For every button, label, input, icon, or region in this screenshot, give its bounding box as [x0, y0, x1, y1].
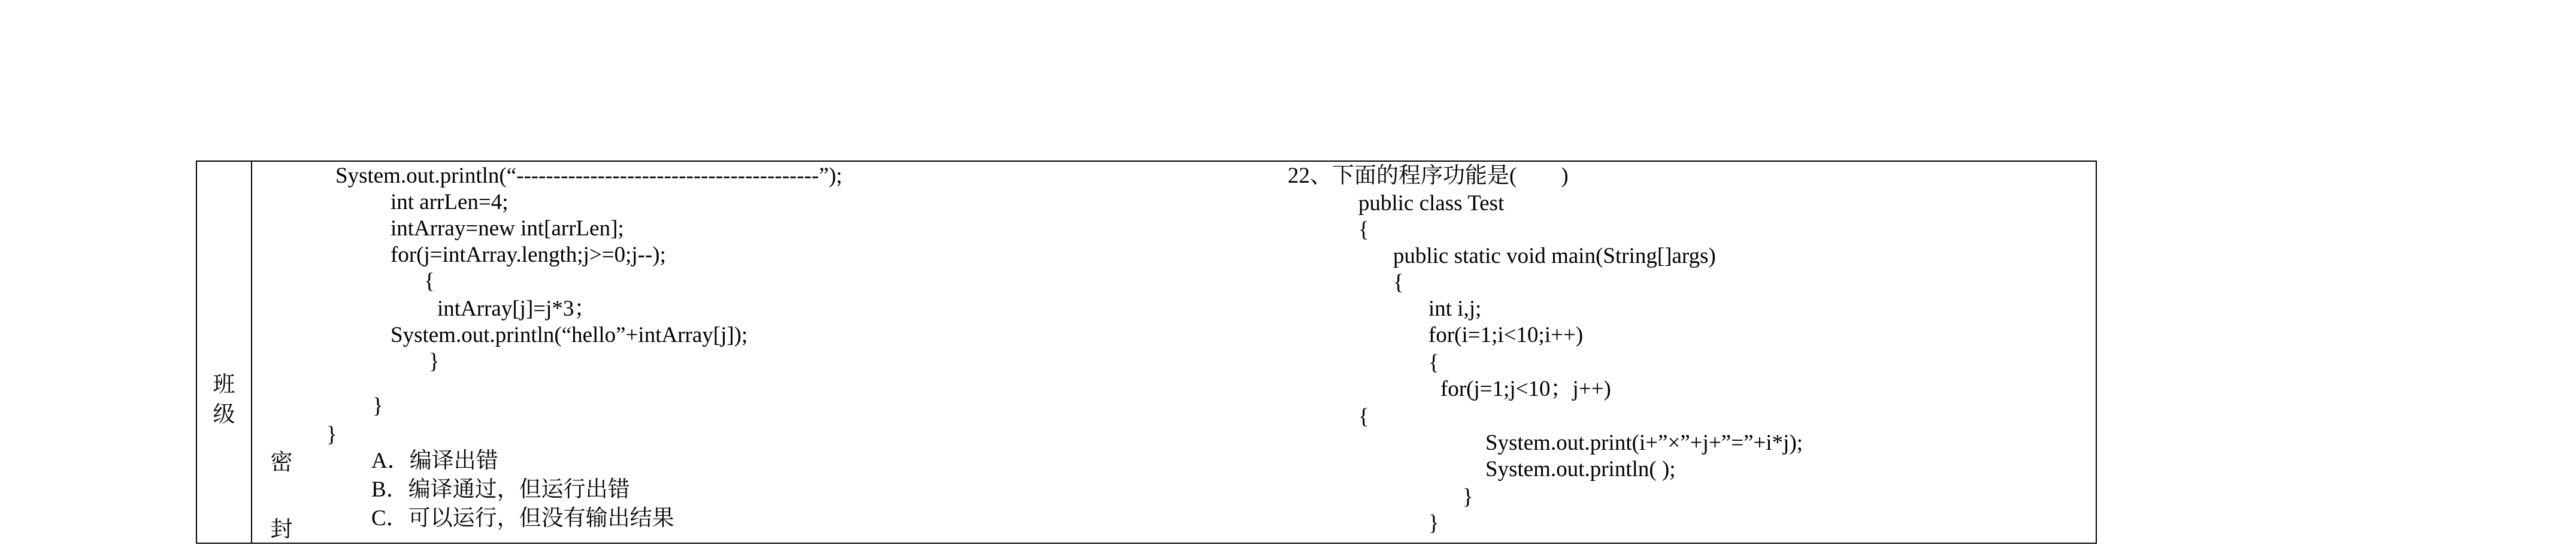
right-code-line-1: public class Test: [1358, 191, 1505, 216]
class-column: [197, 162, 252, 543]
left-code-line-2: int arrLen=4;: [391, 190, 508, 214]
seal-label-char-2: 封: [270, 517, 293, 542]
left-code-line-1: System.out.println(“-----------------------------------------”);: [335, 164, 843, 188]
left-code-line-10: }: [326, 422, 337, 447]
left-code-line-9: }: [373, 393, 383, 418]
right-code-line-5: int i,j;: [1428, 296, 1482, 321]
left-code-line-3: intArray=new int[arrLen];: [391, 216, 624, 241]
right-code-line-10: System.out.print(i+”×”+j+”=”+i*j);: [1485, 431, 1803, 455]
right-code-line-8: for(j=1;j<10；j++): [1440, 377, 1611, 401]
right-code-line-13: }: [1428, 511, 1439, 535]
right-code-line-4: {: [1393, 270, 1404, 295]
right-code-line-6: for(i=1;i<10;i++): [1428, 323, 1584, 347]
right-code-line-7: {: [1428, 350, 1439, 375]
right-code-line-11: System.out.println( );: [1485, 457, 1676, 482]
left-code-line-8: }: [429, 349, 440, 374]
right-code-line-2: {: [1358, 217, 1369, 242]
right-code-line-3: public static void main(String[]args): [1393, 244, 1716, 268]
option-b: B．编译通过，但运行出错: [371, 477, 630, 502]
seal-label-char-1: 密: [270, 450, 293, 475]
right-code-line-9: {: [1358, 404, 1369, 429]
class-label-char-2: 级: [213, 402, 235, 427]
seal-column: [252, 162, 309, 543]
left-code-line-5: {: [424, 269, 435, 293]
right-code-line-12: }: [1463, 485, 1473, 509]
left-code-line-7: System.out.println(“hello”+intArray[j]);: [391, 323, 748, 347]
left-code-line-4: for(j=intArray.length;j>=0;j--);: [391, 243, 666, 267]
left-code-line-6: intArray[j]=j*3；: [437, 296, 597, 321]
option-c: C．可以运行，但没有输出结果: [371, 506, 674, 531]
class-label-char-1: 班: [213, 373, 235, 397]
question-22: 22、下面的程序功能是( ): [1288, 164, 1569, 188]
option-a: A．编译出错: [371, 449, 498, 473]
